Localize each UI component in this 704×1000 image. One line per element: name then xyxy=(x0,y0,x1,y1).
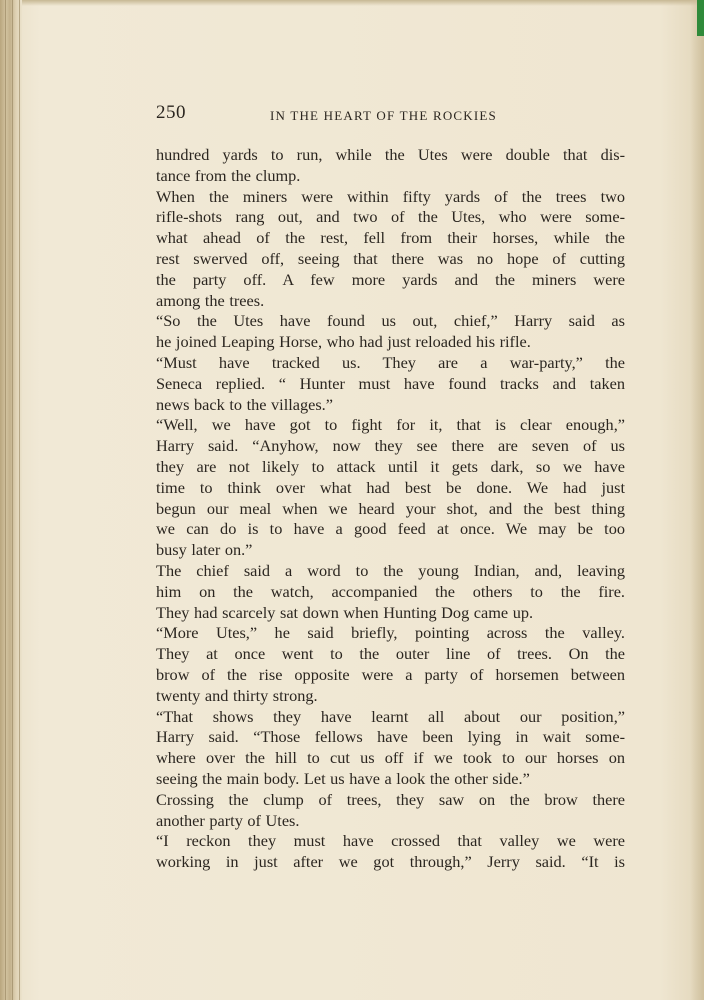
text-line: they are not likely to attack until it gets dark, so we have xyxy=(156,456,625,476)
text-line: where over the hill to cut us off if we took to our horses on xyxy=(156,748,625,768)
text-line: him on the watch, accompanied the others to the fire. xyxy=(156,581,625,601)
text-line: time to think over what had best be done. We had just xyxy=(156,477,625,497)
text-line: what ahead of the rest, fell from their horses, while the xyxy=(156,228,625,248)
page-top-edge xyxy=(22,0,704,6)
page-number: 250 xyxy=(156,102,186,123)
page-header xyxy=(156,100,626,130)
text-line: “Well, we have got to fight for it, that is clear enough,” xyxy=(156,415,625,435)
text-line: When the miners were within fifty yards of the trees two xyxy=(156,186,625,206)
body-text xyxy=(156,145,625,873)
spine-line xyxy=(5,0,6,1000)
text-line: They at once went to the outer line of trees. On the xyxy=(156,644,625,664)
text-line: “So the Utes have found us out, chief,” Harry said as xyxy=(156,311,625,331)
text-line: tance from the clump. xyxy=(156,165,301,185)
text-line: news back to the villages.” xyxy=(156,394,333,414)
color-tab-marker xyxy=(697,0,704,36)
text-line: Crossing the clump of trees, they saw on the brow there xyxy=(156,789,625,809)
text-line: rifle-shots rang out, and two of the Utes, who were some- xyxy=(156,207,625,227)
page-right-edge xyxy=(690,0,704,1000)
text-line: begun our meal when we heard your shot, and the best thing xyxy=(156,498,625,518)
text-line: “I reckon they must have crossed that valley we were xyxy=(156,831,625,851)
text-line: rest swerved off, seeing that there was no hope of cutting xyxy=(156,248,625,268)
text-line: “That shows they have learnt all about our position,” xyxy=(156,706,625,726)
text-line: Harry said. “Anyhow, now they see there are seven of us xyxy=(156,436,625,456)
text-line: “Must have tracked us. They are a war-party,” the xyxy=(156,352,625,372)
text-line: another party of Utes. xyxy=(156,810,300,830)
text-line: seeing the main body. Let us have a look the other side.” xyxy=(156,768,530,788)
text-line: he joined Leaping Horse, who had just reloaded his rifle. xyxy=(156,332,531,352)
spine-line xyxy=(12,0,13,1000)
text-line: we can do is to have a good feed at once. We may be too xyxy=(156,519,625,539)
spine-line xyxy=(19,0,20,1000)
text-line: among the trees. xyxy=(156,290,265,310)
text-line: working in just after we got through,” Jerry said. “It is xyxy=(156,852,625,872)
text-line: hundred yards to run, while the Utes were double that dis- xyxy=(156,145,625,164)
text-line: The chief said a word to the young Indian, and, leaving xyxy=(156,560,625,580)
text-line: busy later on.” xyxy=(156,540,253,560)
text-line: “More Utes,” he said briefly, pointing across the valley. xyxy=(156,623,625,643)
text-line: brow of the rise opposite were a party of horsemen between xyxy=(156,664,625,684)
text-line: Harry said. “Those fellows have been lying in wait some- xyxy=(156,727,625,747)
running-title: IN THE HEART OF THE ROCKIES xyxy=(270,108,497,123)
text-line: twenty and thirty strong. xyxy=(156,685,318,705)
text-line: the party off. A few more yards and the miners were xyxy=(156,269,625,289)
text-line: Seneca replied. “ Hunter must have found tracks and taken xyxy=(156,373,625,393)
text-line: They had scarcely sat down when Hunting Dog came up. xyxy=(156,602,534,622)
